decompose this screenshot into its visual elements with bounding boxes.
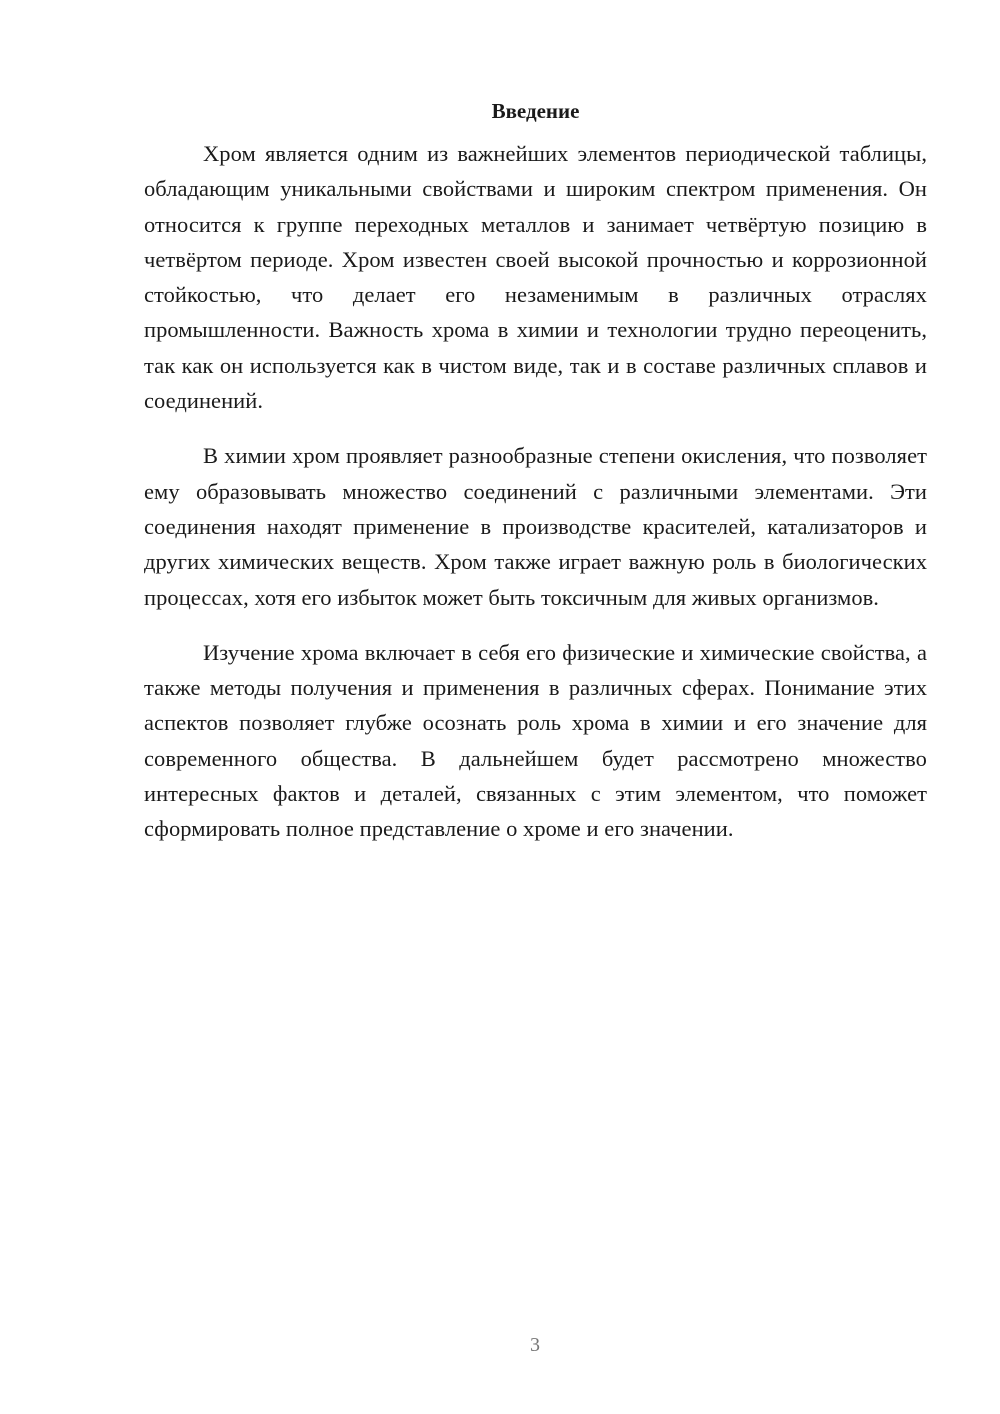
paragraph-3: Изучение хрома включает в себя его физические и химические свойства, а также методы получения и применения в различных сферах. Понимание этих аспектов позволяет глубже осознать роль хрома в химии и его значение для современного общества. В дальнейшем будет рассмотрено множество интересных фактов и деталей, связанных с этим элементом, что поможет сформировать полное представление о хроме и его значении. (144, 639, 927, 842)
section-heading: Введение (491, 99, 580, 123)
paragraph-2: В химии хром проявляет разнообразные степени окисления, что позволяет ему образовывать множество соединений с различными элементами. Эти соединения находят применение в производстве красителей, катализаторов и других химических веществ. Хром также играет важную роль в биологических процессах, хотя его избыток может быть токсичным для живых организмов. (144, 443, 927, 610)
paragraph-1: Хром является одним из важнейших элементов периодической таблицы, обладающим уникальными свойствами и широким спектром применения. Он относится к группе переходных металлов и занимает четвёртую позицию в четвёртом периоде. Хром известен своей высокой прочностью и коррозионной стойкостью, что делает его незаменимым в различных отраслях промышленности. Важность хрома в химии и технологии трудно переоценить, так как он используется как в чистом виде, так и в составе различных сплавов и соединений. (144, 141, 927, 414)
page-number: 3 (530, 1334, 540, 1356)
page-content (144, 96, 927, 867)
